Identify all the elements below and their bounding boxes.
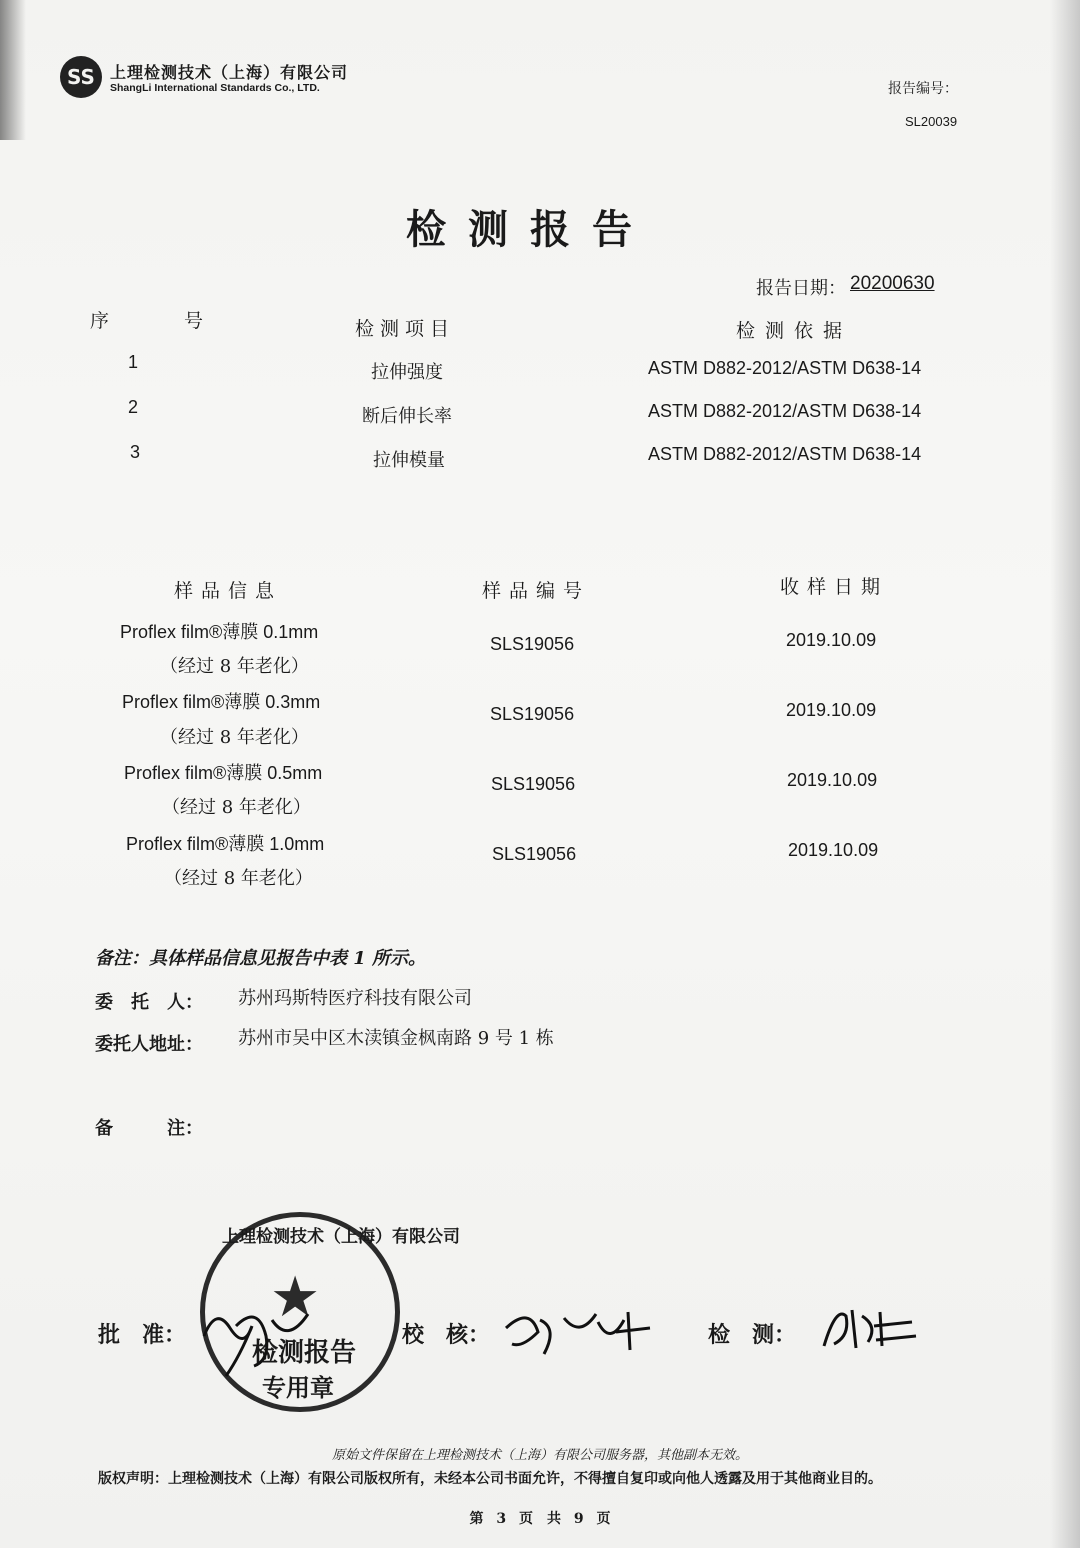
sample-name: Proflex film®薄膜 0.3mm bbox=[122, 692, 321, 712]
sample-date: 2019.10.09 bbox=[786, 700, 877, 720]
tester-label: 检 测： bbox=[708, 1322, 797, 1348]
client-address-label: 委托人地址： bbox=[95, 1034, 203, 1055]
page-number: 第 3 页 共 9 页 bbox=[469, 1511, 611, 1527]
samples-header-id: 样品编号 bbox=[482, 580, 591, 602]
sample-aging: （经过 8 年老化） bbox=[164, 868, 313, 889]
test-item-name: 断后伸长率 bbox=[362, 406, 452, 427]
seal-star-icon: ★ bbox=[270, 1265, 321, 1330]
review-label: 校 核： bbox=[402, 1322, 491, 1348]
company-name-cn: 上理检测技术（上海）有限公司 bbox=[110, 63, 349, 82]
sample-id: SLS19056 bbox=[490, 634, 575, 654]
sample-aging: （经过 8 年老化） bbox=[160, 727, 309, 748]
test-item-no: 2 bbox=[128, 397, 139, 417]
test-items-header-item: 检测项目 bbox=[355, 318, 456, 340]
tester-signature bbox=[816, 1296, 926, 1356]
test-item-name: 拉伸模量 bbox=[373, 450, 445, 471]
test-item-basis: ASTM D882-2012/ASTM D638-14 bbox=[648, 401, 922, 421]
approve-label: 批 准： bbox=[98, 1322, 187, 1348]
sample-aging: （经过 8 年老化） bbox=[160, 656, 309, 677]
report-date: 20200630 bbox=[850, 273, 935, 294]
samples-header-info: 样品信息 bbox=[174, 580, 283, 602]
copyright-notice: 版权声明：上理检测技术（上海）有限公司版权所有，未经本公司书面允许，不得擅自复印或向他人透露及用于其他商业目的。 bbox=[98, 1471, 882, 1487]
sample-id: SLS19056 bbox=[490, 704, 575, 724]
remarks-label: 备 注： bbox=[95, 1118, 203, 1139]
client-name: 苏州玛斯特医疗科技有限公司 bbox=[238, 988, 472, 1009]
sample-note: 备注：具体样品信息见报告中表 1 所示。 bbox=[95, 948, 427, 969]
test-items-header-basis: 检测依据 bbox=[736, 320, 853, 342]
report-number: SL20039 bbox=[905, 114, 958, 129]
client-label: 委 托 人： bbox=[95, 992, 203, 1013]
report-date-label: 报告日期： bbox=[756, 278, 846, 299]
test-item-basis: ASTM D882-2012/ASTM D638-14 bbox=[648, 358, 922, 378]
seal-text-line1: 检测报告 bbox=[252, 1338, 357, 1368]
test-items-header-no: 序 号 bbox=[90, 310, 232, 332]
original-document-note: 原始文件保留在上理检测技术（上海）有限公司服务器，其他副本无效。 bbox=[331, 1448, 748, 1463]
sample-name: Proflex film®薄膜 1.0mm bbox=[126, 834, 325, 854]
sample-date: 2019.10.09 bbox=[787, 770, 878, 790]
test-item-no: 1 bbox=[128, 352, 139, 372]
test-item-basis: ASTM D882-2012/ASTM D638-14 bbox=[648, 444, 922, 464]
test-item-no: 3 bbox=[130, 442, 141, 462]
reviewer-signature bbox=[500, 1298, 660, 1358]
sample-name: Proflex film®薄膜 0.1mm bbox=[120, 622, 319, 642]
sample-date: 2019.10.09 bbox=[786, 630, 877, 650]
approver-signature bbox=[196, 1296, 316, 1386]
seal-text-line2: 专用章 bbox=[262, 1373, 334, 1402]
sample-aging: （经过 8 年老化） bbox=[162, 797, 311, 818]
sample-id: SLS19056 bbox=[492, 844, 577, 864]
company-logo-icon: SS bbox=[60, 56, 102, 98]
sample-name: Proflex film®薄膜 0.5mm bbox=[124, 763, 323, 783]
samples-header-date: 收样日期 bbox=[780, 576, 889, 598]
client-address: 苏州市吴中区木渎镇金枫南路 9 号 1 栋 bbox=[238, 1028, 554, 1049]
company-name-en: ShangLi International Standards Co., LTD. bbox=[110, 82, 320, 94]
sample-id: SLS19056 bbox=[491, 774, 576, 794]
seal-ring-text: 上理检测技术（上海）有限公司 bbox=[222, 1227, 460, 1247]
page-title: 检测报告 bbox=[406, 206, 654, 253]
test-item-name: 拉伸强度 bbox=[371, 362, 443, 383]
report-number-label: 报告编号： bbox=[888, 81, 958, 97]
sample-date: 2019.10.09 bbox=[788, 840, 879, 860]
